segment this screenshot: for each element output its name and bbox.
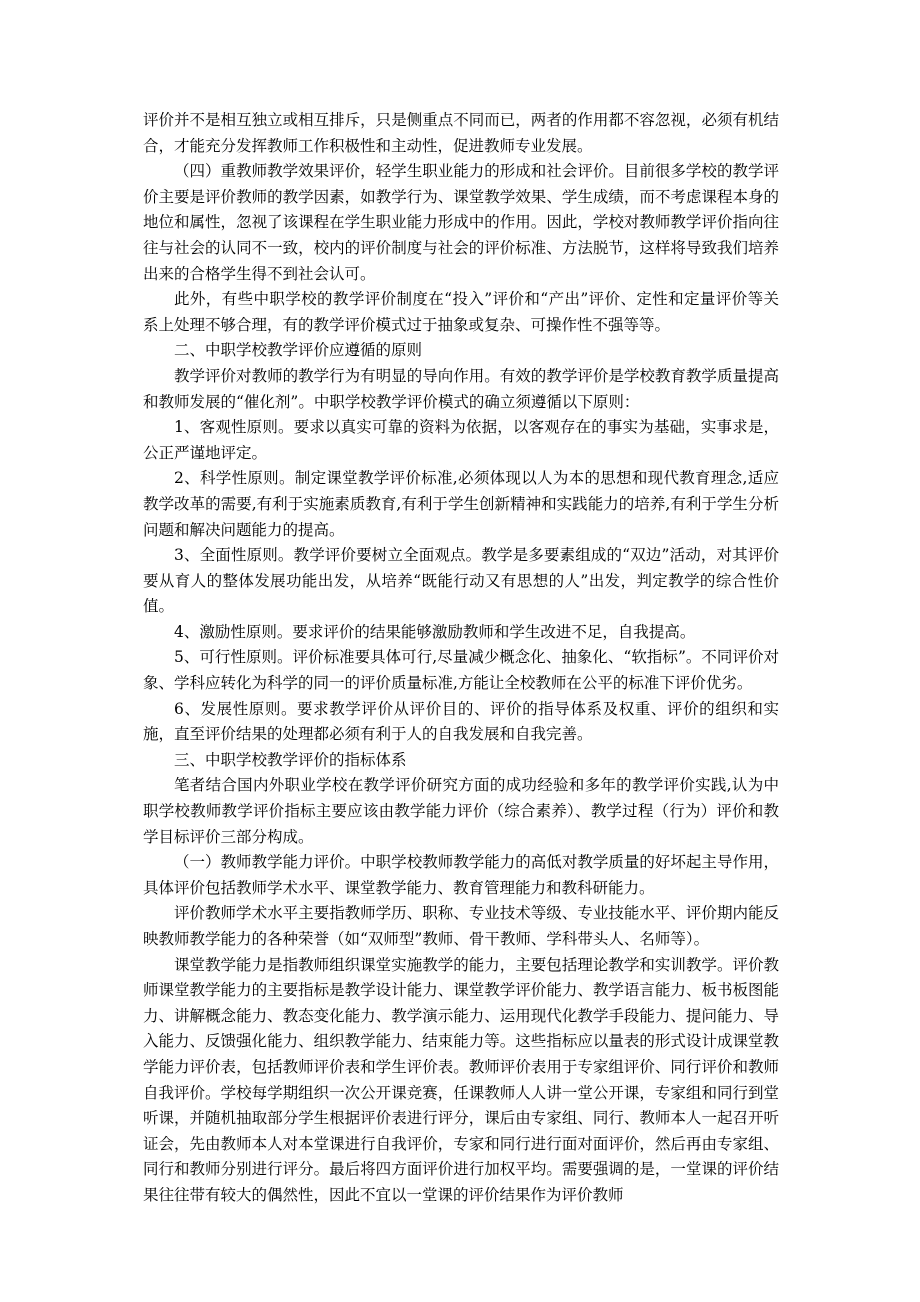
paragraph: （四）重教师教学效果评价，轻学生职业能力的形成和社会评价。目前很多学校的教学评价主要是评价教师的教学因素，如教学行为、课堂教学效果、学生成绩，而不考虑课程本身的地位和属性，忽视了该课程在学生职业能力形成中的作用。因此，学校对教师教学评价指向往往与社会的认同不一致，校内的评价制度与社会的评价标准、方法脱节，这样将导致我们培养出来的合格学生得不到社会认可。 <box>143 162 779 283</box>
paragraph: 6、发展性原则。要求教学评价从评价目的、评价的指导体系及权重、评价的组织和实施，直至评价结果的处理都必须有利于人的自我发展和自我完善。 <box>143 699 779 744</box>
section-heading: 三、中职学校教学评价的指标体系 <box>174 750 407 769</box>
paragraph: 4、激励性原则。要求评价的结果能够激励教师和学生改进不足，自我提高。 <box>174 622 696 641</box>
paragraph: 评价教师学术水平主要指教师学历、职称、专业技术等级、专业技能水平、评价期内能反映教师教学能力的各种荣誉（如“双师型”教师、骨干教师、学科带头人、名师等）。 <box>143 904 779 948</box>
paragraph: 3、全面性原则。教学评价要树立全面观点。教学是多要素组成的“双边”活动，对其评价要从育人的整体发展功能出发，从培养“既能行动又有思想的人”出发，判定教学的综合性价值。 <box>143 546 779 616</box>
paragraph: 1、客观性原则。要求以真实可靠的资料为依据，以客观存在的事实为基础，实事求是，公正严谨地评定。 <box>143 418 779 462</box>
paragraph: （一）教师教学能力评价。中职学校教师教学能力的高低对教学质量的好坏起主导作用，具体评价包括教师学术水平、课堂教学能力、教育管理能力和教科研能力。 <box>143 853 779 897</box>
paragraph: 此外，有些中职学校的教学评价制度在“投入”评价和“产出”评价、定性和定量评价等关系上处理不够合理，有的教学评价模式过于抽象或复杂、可操作性不强等等。 <box>143 290 779 334</box>
paragraph: 课堂教学能力是指教师组织课堂实施教学的能力，主要包括理论教学和实训教学。评价教师课堂教学能力的主要指标是教学设计能力、课堂教学评价能力、教学语言能力、板书板图能力、讲解概念能力、教态变化能力、教学演示能力、运用现代化教学手段能力、提问能力、导入能力、反馈强化能力、组织教学能力、结束能力等。这些指标应以量表的形式设计成课堂教学能力评价表，包括教师评价表和学生评价表。教师评价表用于专家组评价、同行评价和教师自我评价。学校每学期组织一次公开课竞赛，任课教师人人讲一堂公开课，专家组和同行到堂听课，并随机抽取部分学生根据评价表进行评分，课后由专家组、同行、教师本人一起召开听证会，先由教师本人对本堂课进行自我评价，专家和同行进行面对面评价，然后再由专家组、同行和教师分别进行评分。最后将四方面评价进行加权平均。需要强调的是，一堂课的评价结果往往带有较大的偶然性，因此不宜以一堂课的评价结果作为评价教师 <box>143 955 779 1204</box>
paragraph: 2、科学性原则。制定课堂教学评价标准,必须体现以人为本的思想和现代教育理念,适应教学改革的需要,有利于实施素质教育,有利于学生创新精神和实践能力的培养,有利于学生分析问题和解决问题能力的提高。 <box>143 469 779 539</box>
paragraph: 评价并不是相互独立或相互排斥，只是侧重点不同而已，两者的作用都不容忽视，必须有机结合，才能充分发挥教师工作积极性和主动性，促进教师专业发展。 <box>143 111 779 155</box>
paragraph: 教学评价对教师的教学行为有明显的导向作用。有效的教学评价是学校教育教学质量提高和教师发展的“催化剂”。中职学校教学评价模式的确立须遵循以下原则： <box>143 366 779 411</box>
section-heading: 二、中职学校教学评价应遵循的原则 <box>174 341 423 360</box>
paragraph: 5、可行性原则。评价标准要具体可行,尽量减少概念化、抽象化、“软指标”。不同评价对象、学科应转化为科学的同一的评价质量标准,方能让全校教师在公平的标准下评价优劣。 <box>143 648 779 693</box>
document-page <box>143 108 779 1209</box>
paragraph: 笔者结合国内外职业学校在教学评价研究方面的成功经验和多年的教学评价实践,认为中职学校教师教学评价指标主要应该由教学能力评价（综合素养）、教学过程（行为）评价和教学目标评价三部分构成。 <box>143 776 779 846</box>
